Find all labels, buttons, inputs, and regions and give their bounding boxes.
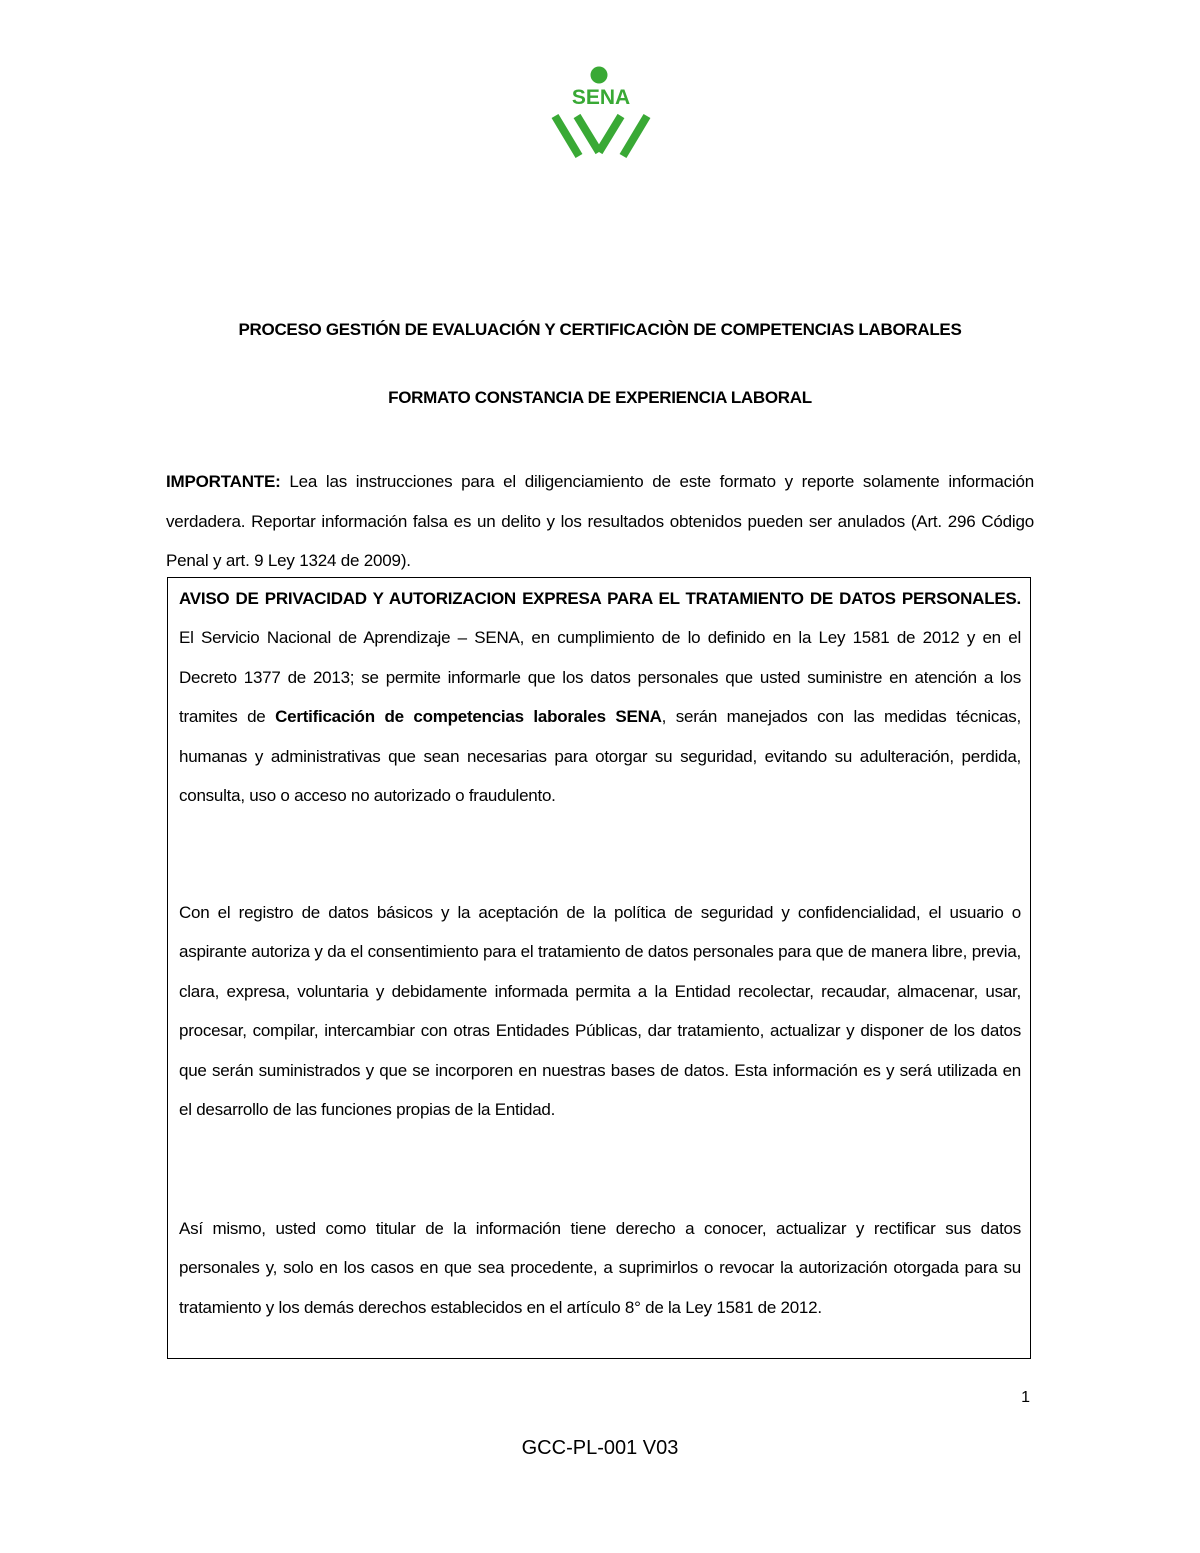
page-number: 1	[1021, 1389, 1030, 1406]
sena-logo	[551, 66, 651, 160]
document-code: GCC-PL-001 V03	[521, 1437, 679, 1459]
privacy-notice-paragraph-2: Con el registro de datos básicos y la aceptación de la política de seguridad y confidencialidad, el usuario o aspirante autoriza y da el consentimiento para el tratamiento de datos personales para que de manera libre, previa, clara, expresa, voluntaria y debidamente informada permita a la Entidad recolectar, recaudar, almacenar, usar, procesar, compilar, intercambiar con otras Entidades Públicas, dar tratamiento, actualizar y disponer de los datos que serán suministrados y que se incorporen en nuestras bases de datos. Esta información es y será utilizada en el desarrollo de las funciones propias de la Entidad.	[179, 903, 1021, 1120]
privacy-notice-text-1a: El Servicio Nacional de Aprendizaje – SENA, en cumplimiento de lo definido en la Ley 1581 de 2012 y en el Decreto 1377 de 2013; se permite informarle que los datos personales que usted suministre en atención a los tramites de	[179, 628, 1021, 727]
process-title: PROCESO GESTIÓN DE EVALUACIÓN Y CERTIFICACIÒN DE COMPETENCIAS LABORALES	[238, 320, 962, 339]
privacy-notice-paragraph-1	[179, 579, 1021, 815]
logo-wordmark: SENA	[571, 86, 631, 109]
privacy-notice-paragraph-3: Así mismo, usted como titular de la información tiene derecho a conocer, actualizar y rectificar sus datos personales y, solo en los casos en que sea procedente, a suprimirlos o revocar la autorización otorgada para su tratamiento y los demás derechos establecidos en el artículo 8° de la Ley 1581 de 2012.	[179, 1219, 1021, 1317]
privacy-notice-text-1b: , serán manejados con las medidas técnicas, humanas y administrativas que sean necesarias para otorgar su seguridad, evitando su adulteración, perdida, consulta, uso o acceso no autorizado o fraudulento.	[179, 707, 1022, 806]
important-label: IMPORTANTE:	[166, 472, 281, 491]
format-title: FORMATO CONSTANCIA DE EXPERIENCIA LABORAL	[388, 388, 812, 407]
privacy-notice-heading: AVISO DE PRIVACIDAD Y AUTORIZACION EXPRESA PARA EL TRATAMIENTO DE DATOS PERSONALES.	[179, 589, 1021, 608]
important-notice	[166, 462, 1034, 581]
important-text: Lea las instrucciones para el diligenciamiento de este formato y reporte solamente información verdadera. Reportar información falsa es un delito y los resultados obtenidos pueden ser anulados (Art. 296 Código Penal y art. 9 Ley 1324 de 2009).	[166, 472, 1034, 570]
privacy-notice-certification: Certificación de competencias laborales SENA	[275, 707, 662, 727]
